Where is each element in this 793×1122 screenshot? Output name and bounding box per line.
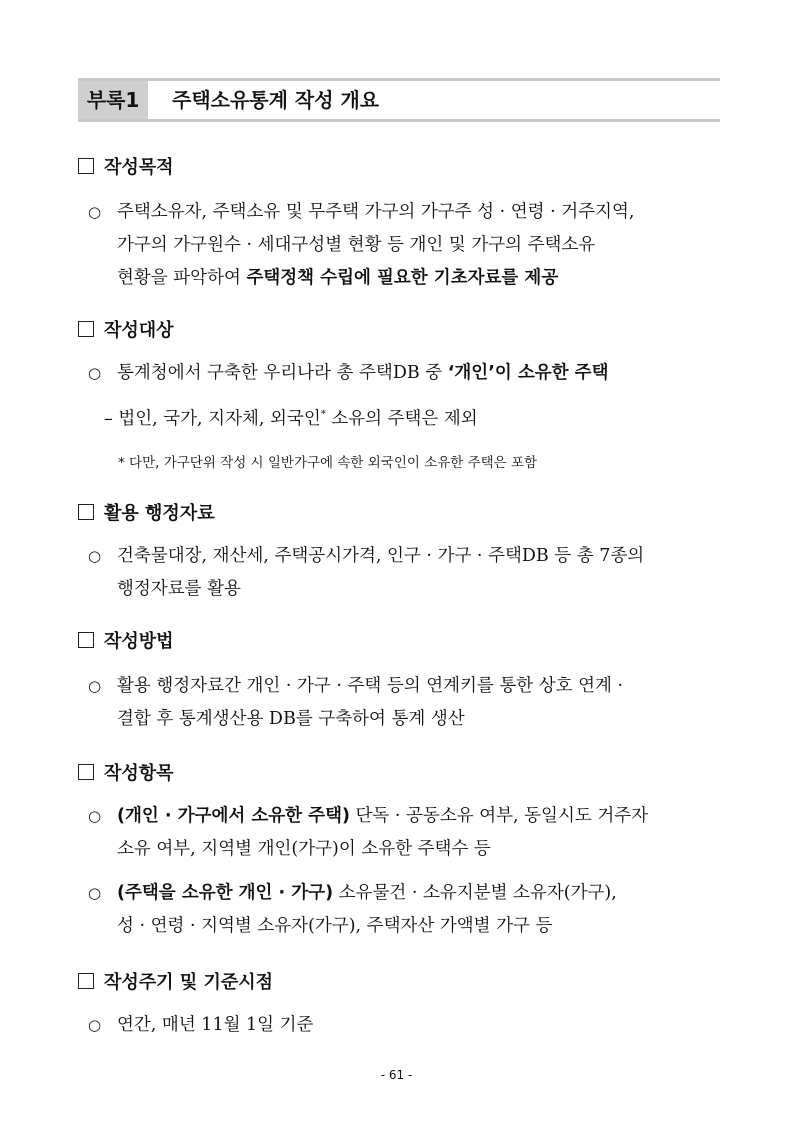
text-line: 활용 행정자료간 개인 · 가구 · 주택 등의 연계키를 통한 상호 연계 · bbox=[117, 676, 624, 696]
text-line: 가구의 가구원수 · 세대구성별 현황 등 개인 및 가구의 주택소유 bbox=[117, 235, 596, 255]
footnote: * 다만, 가구단위 작성 시 일반가구에 속한 외국인이 소유한 주택은 포함 bbox=[118, 455, 538, 471]
text-line: 통계청에서 구축한 우리나라 총 주택DB 중 ‘개인’이 소유한 주택 bbox=[117, 363, 609, 383]
text-line: 성 · 연령 · 지역별 소유자(가구), 주택자산 가액별 가구 등 bbox=[117, 916, 553, 936]
text-line: 소유 여부, 지역별 개인(가구)이 소유한 주택수 등 bbox=[117, 839, 491, 859]
section-heading-purpose: 작성목적 bbox=[78, 153, 174, 179]
text-line: 연간, 매년 11월 1일 기준 bbox=[117, 1015, 314, 1035]
circle-bullet-icon: ○ bbox=[88, 1016, 102, 1034]
appendix-header bbox=[78, 78, 720, 122]
text-line: (개인 · 가구에서 소유한 주택) 단독 · 공동소유 여부, 동일시도 거주자 bbox=[117, 806, 649, 826]
section-heading-items: 작성항목 bbox=[78, 759, 174, 785]
section-heading-method: 작성방법 bbox=[78, 627, 174, 653]
circle-bullet-icon: ○ bbox=[88, 203, 102, 221]
circle-bullet-icon: ○ bbox=[88, 364, 102, 382]
section-heading-admin-data: 활용 행정자료 bbox=[78, 499, 215, 525]
text-line: 주택소유자, 주택소유 및 무주택 가구의 가구주 성 · 연령 · 거주지역, bbox=[117, 202, 635, 222]
circle-bullet-icon: ○ bbox=[88, 884, 102, 902]
header-bottom-rule bbox=[78, 119, 720, 122]
emphasis-text: 주택정책 수립에 필요한 기초자료를 제공 bbox=[246, 268, 559, 288]
circle-bullet-icon: ○ bbox=[88, 677, 102, 695]
emphasis-text: (개인 · 가구에서 소유한 주택) bbox=[117, 806, 350, 826]
checkbox-square-icon bbox=[78, 504, 94, 520]
checkbox-square-icon bbox=[78, 158, 94, 174]
text-line: (주택을 소유한 개인 · 가구) 소유물건 · 소유지분별 소유자(가구), bbox=[117, 883, 617, 903]
circle-bullet-icon: ○ bbox=[88, 807, 102, 825]
text-line: 현황을 파악하여 주택정책 수립에 필요한 기초자료를 제공 bbox=[117, 268, 559, 288]
section-heading-target: 작성대상 bbox=[78, 316, 174, 342]
text-line: 건축물대장, 재산세, 주택공시가격, 인구 · 가구 · 주택DB 등 총 7종의 bbox=[117, 546, 645, 566]
checkbox-square-icon bbox=[78, 632, 94, 648]
section-heading-cycle: 작성주기 및 기준시점 bbox=[78, 968, 273, 994]
emphasis-text: ‘개인’이 소유한 주택 bbox=[447, 363, 609, 383]
circle-bullet-icon: ○ bbox=[88, 547, 102, 565]
sub-item-exclusion: – 법인, 국가, 지자체, 외국인* 소유의 주택은 제외 bbox=[104, 409, 478, 429]
page-number: - 61 - bbox=[380, 1068, 413, 1082]
checkbox-square-icon bbox=[78, 973, 94, 989]
page-title: 주택소유통계 작성 개요 bbox=[172, 88, 380, 112]
text-line: 결합 후 통계생산용 DB를 구축하여 통계 생산 bbox=[117, 709, 465, 729]
checkbox-square-icon bbox=[78, 321, 94, 337]
emphasis-text: (주택을 소유한 개인 · 가구) bbox=[117, 883, 334, 903]
checkbox-square-icon bbox=[78, 764, 94, 780]
text-line: 행정자료를 활용 bbox=[117, 579, 241, 599]
appendix-badge: 부록1 bbox=[78, 81, 148, 119]
